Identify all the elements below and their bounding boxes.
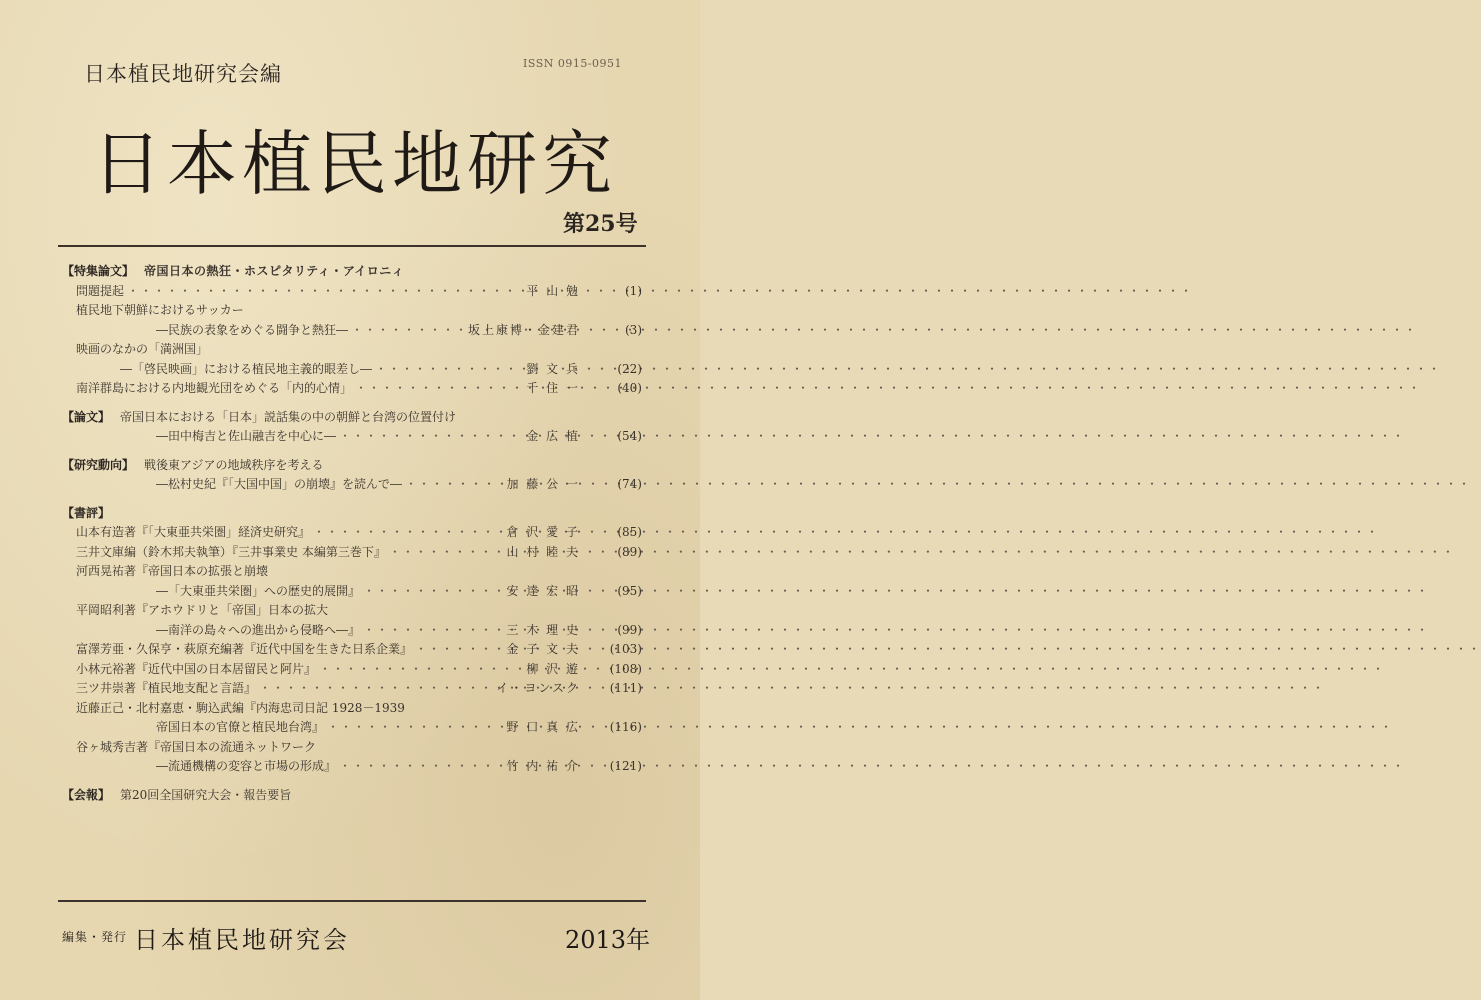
toc-entry[interactable] [62,786,642,806]
entry-page: (22) [617,361,642,376]
leader-dots [415,640,504,660]
entry-subtitle: ―南洋の島々への進出から侵略へ―』 [156,622,361,637]
toc-entry[interactable] [62,379,642,399]
entry-page: (85) [617,525,642,539]
entry-subtitle: ―松村史紀『「大国中国」の崩壊』を読んで― [156,477,403,491]
section-tag: 【研究動向】 [62,457,135,472]
leader-dots [351,321,465,341]
toc-entry[interactable] [62,282,642,302]
leader-dots [405,475,504,495]
feature-theme: 帝国日本の熱狂・ホスピタリティ・アイロニィ [144,264,405,278]
entry-page: (99) [617,622,642,637]
entry-page: (74) [617,477,642,491]
special-feature-heading [62,262,642,282]
toc-entry-subtitle-line [62,475,642,495]
leader-dots [375,360,523,380]
entry-author: 野 口 真 広 [506,720,580,734]
entry-author: 千 住 一 [526,381,580,395]
entry-author: 倉 沢 愛 子 [506,525,580,539]
entry-subtitle: 帝国日本の官僚と植民地台湾』 [156,720,325,734]
entry-title: 河西晃祐著『帝国日本の拡張と崩壊 [76,564,269,578]
entry-author: イ・ヨンスク [496,681,580,695]
entry-page: (103) [609,642,642,656]
entry-subtitle: ―「啓民映画」における植民地主義的眼差し― [120,361,373,376]
leader-dots [355,379,523,399]
entry-title: 戦後東アジアの地域秩序を考える [144,457,324,472]
toc-entry-subtitle-line [62,427,642,447]
toc-entry-subtitle-line [62,718,642,738]
editor-credit: 日本植民地研究会編 [84,62,282,86]
leader-dots [313,523,504,543]
entry-title: 三ツ井崇著『植民地支配と言語』 [76,681,257,695]
toc-entry-subtitle-line [62,321,642,341]
report-section [62,786,642,806]
toc-entry[interactable] [62,408,642,428]
entry-page: (111) [609,681,642,695]
entry-subtitle: ―民族の表象をめぐる闘争と熱狂― [156,322,349,337]
toc-entry[interactable] [62,301,642,321]
toc-entry[interactable] [62,699,642,719]
entry-page: (95) [617,583,642,598]
entry-subtitle: ―田中梅吉と佐山融吉を中心に― [156,429,337,443]
toc-entry[interactable] [62,601,642,621]
entry-page: (121) [609,759,642,773]
issn-number: ISSN 0915-0951 [523,57,623,70]
article-section [62,408,642,447]
entry-title: 南洋群島における内地観光団をめぐる「内的心情」 [76,381,353,395]
entry-author: 金 広 植 [526,429,580,443]
entry-title: 映画のなかの「満洲国」 [76,342,209,356]
entry-author: 柳 沢 遊 [526,661,580,676]
entry-author: 加 藤 公 一 [506,477,580,491]
entry-author: 平 山 勉 [526,283,580,298]
entry-page: (116) [609,720,642,734]
entry-title: 谷ヶ城秀吉著『帝国日本の流通ネットワーク [76,739,317,754]
entry-author: 竹 内 祐 介 [506,759,580,773]
publication-year: 2013年 [565,926,651,954]
leader-dots [389,543,504,563]
table-of-contents [62,262,642,809]
leader-dots [339,427,523,447]
entry-title: 小林元裕著『近代中国の日本居留民と阿片』 [76,661,317,676]
entry-title: 帝国日本における「日本」説話集の中の朝鮮と台湾の位置付け [120,409,457,424]
journal-title: 日本植民地研究 [92,123,617,205]
entry-title: 問題提起 [76,283,125,298]
toc-entry-subtitle-line [62,621,642,641]
top-rule [58,245,646,247]
entry-page: (54) [617,429,642,443]
entry-author: 山 村 睦 夫 [506,544,580,559]
leader-dots [319,660,523,680]
toc-entry[interactable] [62,456,642,476]
entry-title: 三井文庫編（鈴木邦夫執筆）『三井事業史 本編第三巻下』 [76,544,386,559]
entry-title: 植民地下朝鮮におけるサッカー [76,303,244,317]
toc-entry[interactable] [62,543,642,563]
leader-dots [327,718,504,738]
book-reviews-section [62,504,642,777]
toc-entry[interactable] [62,679,642,699]
journal-cover [0,0,700,1000]
toc-entry-subtitle-line [62,360,642,380]
section-tag: 【書評】 [62,505,111,520]
publisher-name: 日本植民地研究会 [134,926,350,954]
issue-number: 第25号 [563,211,638,237]
toc-entry[interactable] [62,562,642,582]
entry-title: 第20回全国研究大会・報告要旨 [120,787,292,802]
entry-author: 金 子 文 夫 [506,642,580,656]
section-tag: 【特集論文】 [62,264,135,278]
research-trend-section [62,456,642,495]
section-tag: 【会報】 [62,787,111,802]
entry-author: 安 達 宏 昭 [506,583,580,598]
entry-author: 坂上康博・金建君 [467,322,580,337]
entry-subtitle: ―「大東亜共栄圏」への歴史的展開』 [156,583,361,598]
leader-dots [259,679,493,699]
toc-entry[interactable] [62,660,642,680]
entry-title: 平岡昭利著『アホウドリと「帝国」日本の拡大 [76,603,329,617]
entry-subtitle: ―流通機構の変容と市場の形成』 [156,759,337,773]
toc-entry[interactable] [62,640,642,660]
entry-page: (108) [609,661,642,676]
leader-dots [339,757,504,777]
entry-page: (40) [617,381,642,395]
leader-dots [363,582,504,602]
toc-entry-subtitle-line [62,757,642,777]
bottom-rule [58,900,646,902]
special-feature-section [62,262,642,399]
entry-title: 山本有造著『「大東亜共栄圏」経済史研究』 [76,525,311,539]
toc-entry-subtitle-line [62,582,642,602]
entry-page: (1) [625,283,642,298]
entry-author: 三 木 理 史 [506,622,580,637]
section-tag: 【論文】 [62,409,111,424]
entry-page: (89) [617,544,642,559]
publisher-label: 編集・発行 [62,930,128,944]
reviews-heading [62,504,642,524]
toc-entry[interactable] [62,523,642,543]
entry-title: 近藤正己・北村嘉恵・駒込武編『内海忠司日記 1928－1939 [76,700,405,715]
entry-title: 富澤芳亜・久保亨・萩原充編著『近代中国を生きた日系企業』 [76,642,413,656]
entry-author: 劉 文 兵 [526,361,580,376]
toc-entry[interactable] [62,738,642,758]
toc-entry[interactable] [62,340,642,360]
entry-page: (3) [625,322,642,337]
leader-dots [127,282,523,302]
leader-dots [363,621,504,641]
